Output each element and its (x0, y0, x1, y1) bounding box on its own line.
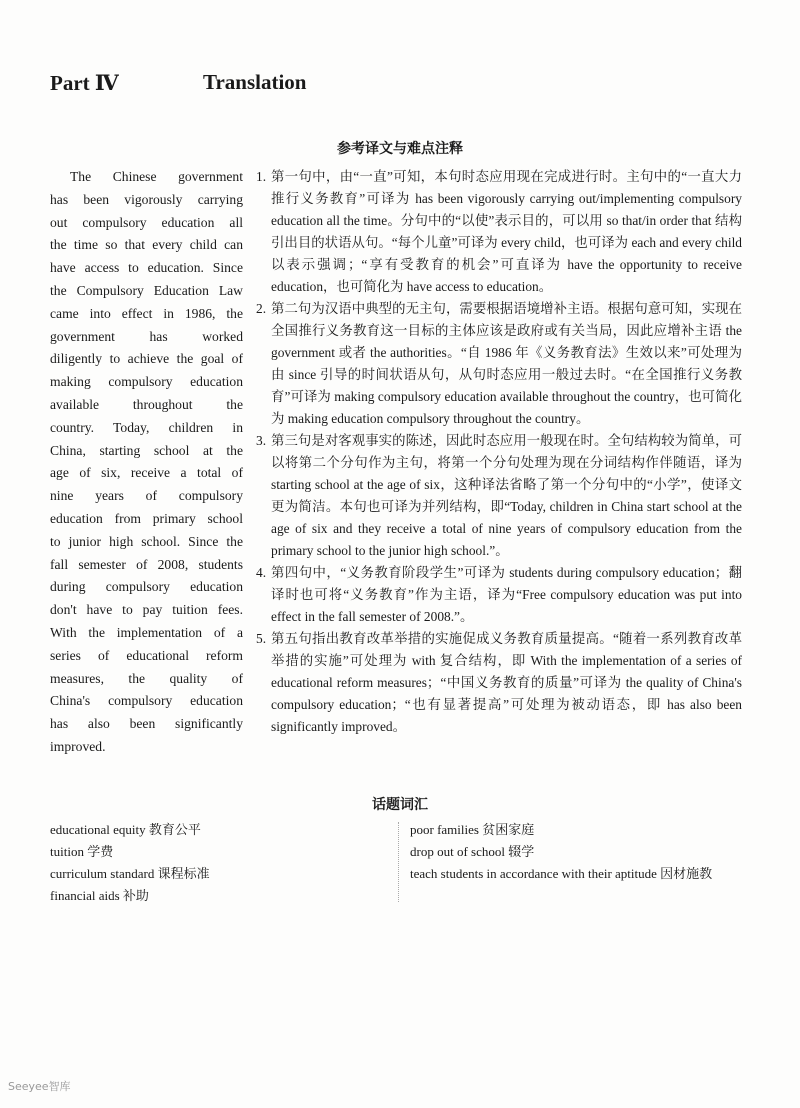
vocab-item: drop out of school 辍学 (410, 844, 535, 859)
passage-line: The Chinese government (70, 169, 243, 184)
passage-line: came into effect in 1986, the (50, 305, 243, 321)
note-text: 第五句指出教育改革举措的实施促成义务教育质量提高。“随着一系列教育改革举措的实施”可处理为 with 复合结构，即 With the implementation of a series of educational reform measures；“中国义务教育的质量”可译为 the quality of China's compulsory education；“也有显著提高”可处理为被动语态，即 has also been significantly improved。 (271, 631, 742, 734)
note-number: 3. (256, 433, 267, 448)
note-text: 第四句中，“义务教育阶段学生”可译为 students during compulsory education；翻译时也可将“义务教育”作为主语，译为“Free compulsory education was put into effect in the fall semester of 2008.”。 (271, 565, 742, 624)
passage-line: has also been significantly (50, 716, 243, 732)
passage-line: series of educational reform (50, 647, 243, 663)
note-text: 第三句是对客观事实的陈述，因此时态应用一般现在时。全句结构较为简单，可以将第二个分句作为主句，将第一个分句处理为现在分词结构作伴随语，译为 starting school at the age of six，这种译法省略了第一个分句中的“小学”，使译文更为简洁。本句也可译为并列结构，即“Today, children in China start school at the age of six and they receive a total of nine years of compulsory education from the primary school to the junior high school.”。 (271, 433, 742, 558)
note-number: 1. (256, 169, 267, 184)
note-text: 第二句为汉语中典型的无主句，需要根据语境增补主语。根据句意可知，实现在全国推行义务教育这一目标的主体应该是政府或有关当局，因此应增补主语 the government 或者 the authorities。“自 1986 年《义务教育法》生效以来”可处理为由 since 引导的时间状语从句，从句时态应用一般过去时。“在全国推行义务教育”可译为 making compulsory education available throughout the country，也可简化为 making education compulsory throughout the country。 (271, 301, 742, 426)
passage-line: to junior high school. Since the (50, 533, 243, 549)
note-number: 5. (256, 631, 267, 646)
vocab-item: financial aids 补助 (50, 888, 149, 903)
passage-line: improved. (50, 738, 106, 754)
passage-line: during compulsory education (50, 579, 243, 595)
note-item (256, 628, 742, 738)
vocab-heading: 话题词汇 (372, 797, 428, 813)
passage-line: age of six, receive a total of (50, 465, 243, 481)
passage-line: With the implementation of a (50, 624, 243, 640)
note-text: 第一句中，由“一直”可知，本句时态应用现在完成进行时。主句中的“一直大力推行义务教育”可译为 has been vigorously carrying out/implementing compulsory education all the time。分句中的“以使”表示目的，可以用 so that/in order that 结构引出目的状语从句。“每个儿童”可译为 every child，也可译为 each and every child 以表示强调；“享有受教育的机会”可直译为 have the opportunity to receive education，也可简化为 have access to education。 (271, 169, 742, 294)
passage-line: fall semester of 2008, students (50, 556, 243, 572)
passage-line: country. Today, children in (50, 419, 243, 435)
vocab-right (410, 819, 712, 885)
passage-line: making compulsory education (50, 374, 243, 390)
section-title: Translation (203, 70, 307, 94)
passage-line: available throughout the (50, 396, 243, 412)
passage-line: diligently to achieve the goal of (50, 351, 243, 367)
translation-passage (50, 166, 243, 759)
watermark: Seeyee智库 (8, 1080, 71, 1093)
divider (398, 822, 399, 902)
note-item (256, 298, 742, 430)
vocab-item: curriculum standard 课程标准 (50, 866, 210, 881)
vocab-item: educational equity 教育公平 (50, 822, 201, 837)
passage-line: don't have to pay tuition fees. (50, 602, 243, 618)
passage-line: the Compulsory Education Law (50, 282, 243, 298)
passage-line: the time so that every child can (50, 237, 243, 253)
note-number: 4. (256, 565, 267, 580)
notes-list (256, 166, 742, 738)
subtitle: 参考译文与难点注释 (337, 141, 463, 157)
passage-line: China's compulsory education (50, 693, 243, 709)
part-label: Part Ⅳ (50, 71, 119, 95)
note-item (256, 562, 742, 628)
passage-line: nine years of compulsory (50, 488, 243, 504)
passage-line: education from primary school (50, 510, 243, 526)
passage-line: have access to education. Since (50, 260, 243, 276)
passage-line: government has worked (50, 328, 243, 344)
vocab-item: tuition 学费 (50, 844, 114, 859)
passage-line: measures, the quality of (50, 670, 243, 686)
note-number: 2. (256, 301, 267, 316)
vocab-left (50, 819, 210, 907)
vocab-item: teach students in accordance with their aptitude 因材施教 (410, 866, 713, 881)
passage-line: has been vigorously carrying (50, 191, 243, 207)
note-item (256, 166, 742, 298)
vocab-item: poor families 贫困家庭 (410, 822, 535, 837)
note-item (256, 430, 742, 562)
passage-line: China, starting school at the (50, 442, 243, 458)
passage-line: out compulsory education all (50, 214, 243, 230)
